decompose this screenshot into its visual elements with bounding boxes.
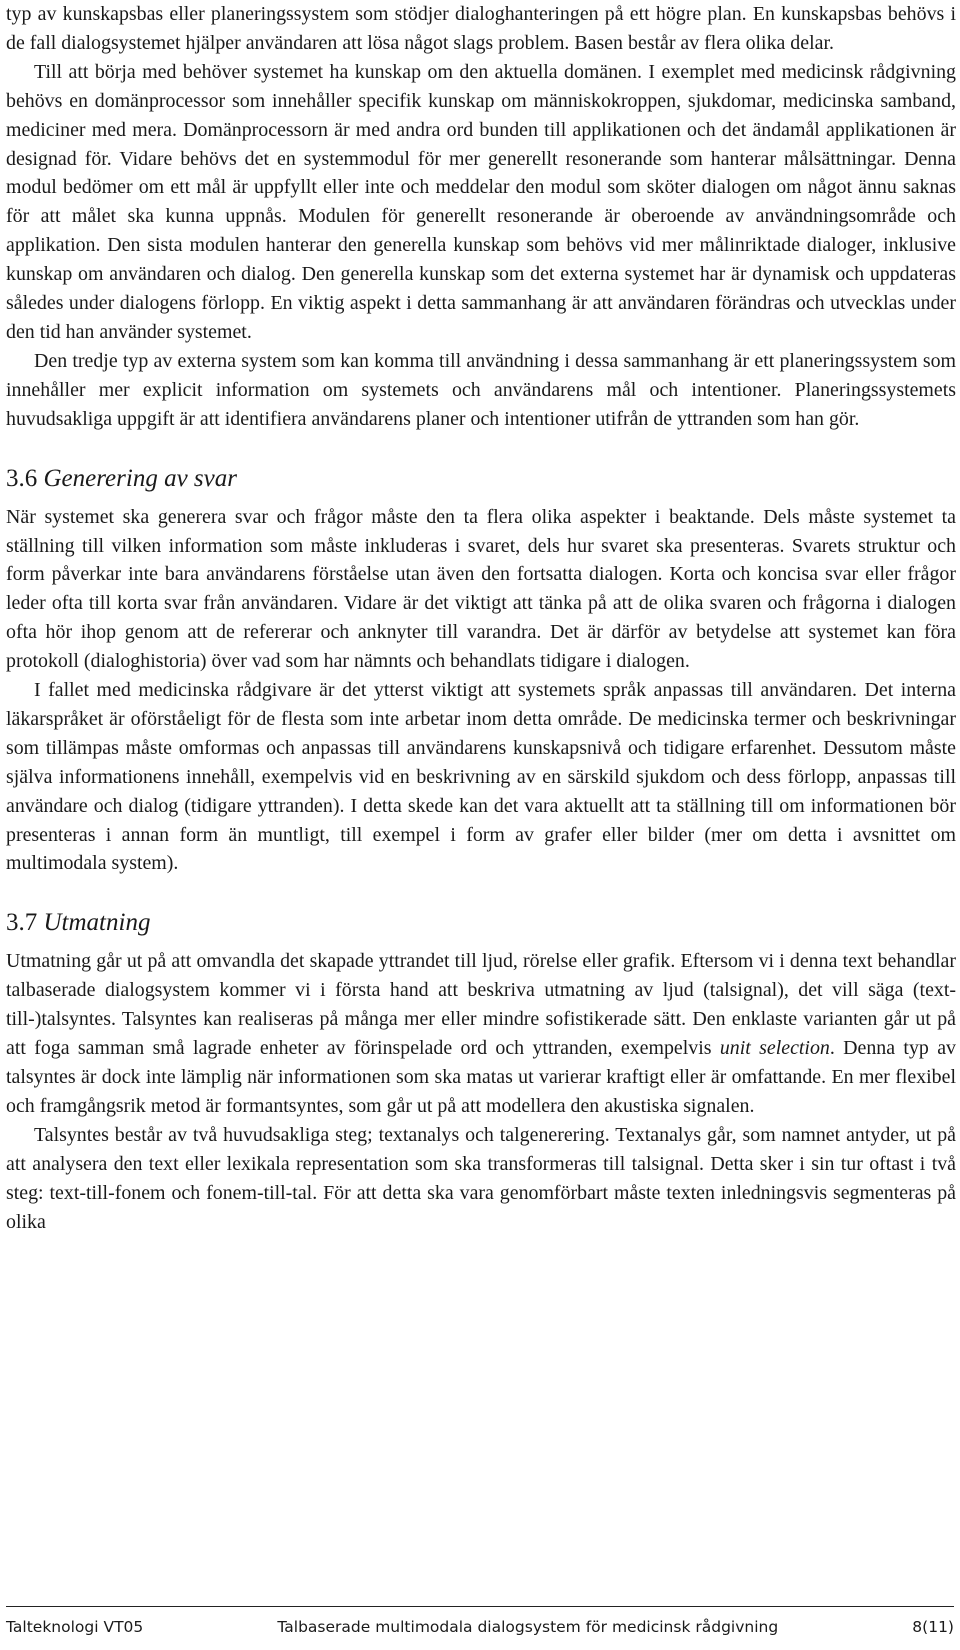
footer-course: Talteknologi VT05 bbox=[6, 1618, 144, 1636]
paragraph-1: typ av kunskapsbas eller planeringssystem som stödjer dialoghanteringen på ett högre plan. En kunskapsbas behövs i de fall dialogsystemet hjälper användaren att lösa något slags problem. Basen består av flera olika delar. bbox=[6, 3, 956, 54]
paragraph-5: I fallet med medicinska rådgivare är det ytterst viktigt att systemets språk anpassas till användaren. Det interna läkarspråket är oförståeligt för de flesta som inte arbetar inom detta område. De medicinska termer och beskrivningar som tillämpas måste omformas och anpassas till användarens kunskapsnivå och tidigare erfarenhet. Dessutom måste själva informationens innehåll, exempelvis vid en beskrivning av en särskild sjukdom och dess förlopp, anpassas till användare och dialog (tidigare yttranden). I detta skede kan det vara aktuellt att ta ställning till om informationen bör presenteras i annan form än muntligt, till exempel i form av grafer eller bilder (mer om detta i avsnittet om multimodala system). bbox=[6, 679, 956, 875]
document-body bbox=[6, 0, 956, 1236]
paragraph-6-text-b: . Denna typ av talsyntes är dock inte lämplig när informationen som ska matas ut varierar kraftigt eller är omfattande. En mer flexibel och framgångsrik metod är formantsyntes, som går ut på att modellera den akustiska signalen. bbox=[6, 1037, 956, 1117]
page-footer bbox=[6, 1606, 954, 1637]
paragraph-7: Talsyntes består av två huvudsakliga steg; textanalys och talgenerering. Textanalys går, som namnet antyder, ut på att analysera den text eller lexikala representation som ska transformeras till talsignal. Detta sker i sin tur oftast i två steg: text-till-fonem och fonem-till-tal. För att detta ska vara genomförbart måste texten inledningsvis segmenteras på olika bbox=[6, 1123, 956, 1233]
section-number: 3.7 bbox=[6, 909, 38, 937]
section-title: Utmatning bbox=[43, 909, 151, 937]
paragraph-2: Till att börja med behöver systemet ha kunskap om den aktuella domänen. I exemplet med medicinsk rådgivning behövs en domänprocessor som innehåller specifik kunskap om människokroppen, sjukdomar, medicinska samband, mediciner med mera. Domänprocessorn är med andra ord bunden till applikationen och det ändamål applikationen är designad för. Vidare behövs det en systemmodul för mer generellt resonerande som hanterar målsättningar. Denna modul bedömer om ett mål är uppfyllt eller inte och meddelar den modul som sköter dialogen om något ännu saknas för att målet ska kunna uppnås. Modulen för generellt resonerande är oberoende av användningsområde och applikation. Den sista modulen hanterar den generella kunskap som behövs vid mer målinriktade dialoger, inklusive kunskap om användaren och dialog. Den generella kunskap som det externa systemet har är dynamisk och uppdateras således under dialogens förlopp. En viktig aspekt i detta sammanhang är att användaren förändras och utvecklas under den tid han använder systemet. bbox=[6, 60, 956, 343]
paragraph-6 bbox=[6, 947, 956, 1120]
footer-title: Talbaserade multimodala dialogsystem för medicinsk rådgivning bbox=[277, 1618, 779, 1636]
paragraph-6-text-a: Utmatning går ut på att omvandla det skapade yttrandet till ljud, rörelse eller grafik. Eftersom vi i denna text behandlar talbaserade dialogsystem kommer vi i första hand att beskriva utmatning av ljud (talsignal), det vill säga (text-till-)talsyntes. Talsyntes kan realiseras på många mer eller mindre sofistikerade sätt. Den enklaste varianten går ut på att foga samman små lagrade enheter av förinspelade ord och yttranden, exempelvis bbox=[6, 950, 956, 1060]
term-unit-selection: unit selection bbox=[719, 1037, 830, 1060]
footer-page-number: 8(11) bbox=[912, 1618, 954, 1636]
section-heading-3-7 bbox=[6, 908, 956, 938]
paragraph-4: När systemet ska generera svar och frågor måste den ta flera olika aspekter i beaktande. Dels måste systemet ta ställning till vilken information som måste inkluderas i svaret, dels hur svaret ska presenteras. Svarets struktur och form påverkar inte bara användarens förståelse utan även den fortsatta dialogen. Korta och koncisa svar eller frågor leder ofta till korta svar från användaren. Vidare är det viktigt att tänka på att de olika svaren och frågorna i dialogen ofta hör ihop genom att de refererar och anknyter till varandra. Det är därför av betydelse att systemet kan föra protokoll (dialoghistoria) över vad som har nämnts och behandlats tidigare i dialogen. bbox=[6, 505, 956, 673]
section-title: Generering av svar bbox=[43, 464, 237, 492]
section-heading-3-6 bbox=[6, 464, 956, 494]
section-number: 3.6 bbox=[6, 464, 38, 492]
paragraph-3: Den tredje typ av externa system som kan komma till användning i dessa sammanhang är ett planeringssystem som innehåller mer explicit information om systemets och användarens mål och intentioner. Planeringssystemets huvudsakliga uppgift är att identifiera användarens planer och intentioner utifrån de yttranden som han gör. bbox=[6, 349, 956, 430]
